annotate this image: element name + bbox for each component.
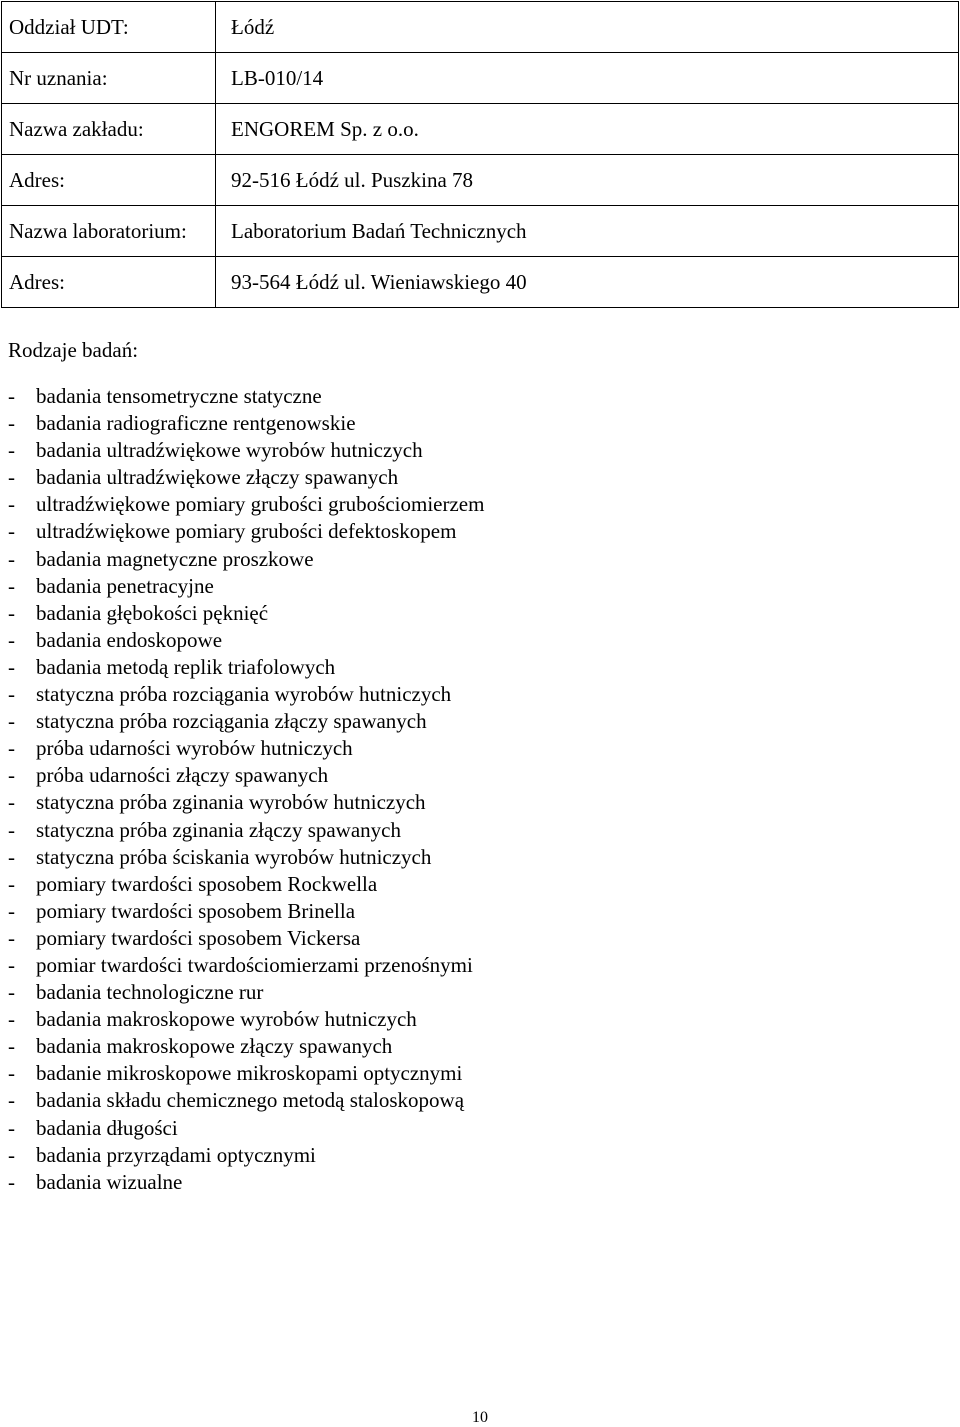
list-item-text: badania endoskopowe bbox=[36, 627, 223, 652]
list-item bbox=[8, 789, 484, 816]
info-label: Nr uznania: bbox=[2, 53, 216, 104]
tests-heading: Rodzaje badań: bbox=[8, 338, 139, 362]
list-item-text: badania przyrządami optycznymi bbox=[36, 1142, 316, 1167]
list-bullet: - bbox=[8, 709, 15, 734]
info-value: ENGOREM Sp. z o.o. bbox=[216, 104, 959, 155]
list-item bbox=[8, 410, 484, 437]
list-item-text: pomiary twardości sposobem Rockwella bbox=[36, 871, 378, 896]
list-bullet: - bbox=[8, 1088, 15, 1113]
list-item bbox=[8, 1115, 484, 1142]
list-item bbox=[8, 1169, 484, 1196]
list-item-text: badania radiograficzne rentgenowskie bbox=[36, 411, 356, 436]
list-bullet: - bbox=[8, 790, 15, 815]
info-label: Adres: bbox=[2, 257, 216, 308]
info-row bbox=[2, 2, 959, 53]
list-item bbox=[8, 1006, 484, 1033]
list-bullet: - bbox=[8, 1007, 15, 1032]
list-item-text: badania tensometryczne statyczne bbox=[36, 384, 322, 408]
list-item-text: próba udarności wyrobów hutniczych bbox=[36, 736, 353, 761]
list-item-text: badania technologiczne rur bbox=[36, 980, 264, 1005]
info-label: Oddział UDT: bbox=[2, 2, 216, 53]
list-bullet: - bbox=[8, 1061, 15, 1086]
list-item-text: statyczna próba zginania wyrobów hutniczych bbox=[36, 790, 426, 815]
list-item-text: badania składu chemicznego metodą staloskopową bbox=[36, 1088, 465, 1113]
list-item bbox=[8, 952, 484, 979]
list-bullet: - bbox=[8, 573, 15, 598]
list-item-text: badania wizualne bbox=[36, 1169, 183, 1194]
list-item bbox=[8, 627, 484, 654]
list-item bbox=[8, 1060, 484, 1087]
info-value: Laboratorium Badań Technicznych bbox=[216, 206, 959, 257]
lab-info-table bbox=[1, 1, 959, 308]
list-item bbox=[8, 546, 484, 573]
list-bullet: - bbox=[8, 1115, 15, 1140]
list-item bbox=[8, 871, 484, 898]
list-item bbox=[8, 600, 484, 627]
list-item-text: badanie mikroskopowe mikroskopami optycznymi bbox=[36, 1061, 463, 1086]
list-item-text: badania ultradźwiękowe wyrobów hutniczych bbox=[36, 438, 423, 463]
list-bullet: - bbox=[8, 492, 15, 517]
list-item bbox=[8, 708, 484, 735]
info-value: 93-564 Łódź ul. Wieniawskiego 40 bbox=[216, 257, 959, 308]
list-item-text: statyczna próba zginania złączy spawanych bbox=[36, 817, 401, 842]
list-bullet: - bbox=[8, 763, 15, 788]
info-label: Nazwa laboratorium: bbox=[2, 206, 216, 257]
info-label: Nazwa zakładu: bbox=[2, 104, 216, 155]
list-bullet: - bbox=[8, 627, 15, 652]
list-item-text: pomiary twardości sposobem Brinella bbox=[36, 898, 356, 923]
list-item bbox=[8, 383, 484, 410]
list-bullet: - bbox=[8, 546, 15, 571]
list-bullet: - bbox=[8, 980, 15, 1005]
list-item bbox=[8, 654, 484, 681]
list-bullet: - bbox=[8, 438, 15, 463]
list-item bbox=[8, 518, 484, 545]
info-value: Łódź bbox=[216, 2, 959, 53]
list-item bbox=[8, 817, 484, 844]
list-bullet: - bbox=[8, 465, 15, 490]
list-item bbox=[8, 1142, 484, 1169]
list-item-text: ultradźwiękowe pomiary grubości grubościomierzem bbox=[36, 492, 485, 517]
list-bullet: - bbox=[8, 519, 15, 544]
list-bullet: - bbox=[8, 411, 15, 436]
list-bullet: - bbox=[8, 817, 15, 842]
info-value: 92-516 Łódź ul. Puszkina 78 bbox=[216, 155, 959, 206]
info-row bbox=[2, 53, 959, 104]
list-item-text: badania magnetyczne proszkowe bbox=[36, 546, 314, 571]
list-item bbox=[8, 898, 484, 925]
list-item bbox=[8, 1087, 484, 1114]
list-item bbox=[8, 464, 484, 491]
list-bullet: - bbox=[8, 871, 15, 896]
list-item bbox=[8, 979, 484, 1006]
info-row bbox=[2, 206, 959, 257]
info-label: Adres: bbox=[2, 155, 216, 206]
list-item-text: statyczna próba ściskania wyrobów hutniczych bbox=[36, 844, 432, 869]
list-bullet: - bbox=[8, 736, 15, 761]
info-row bbox=[2, 104, 959, 155]
list-item bbox=[8, 735, 484, 762]
info-row bbox=[2, 155, 959, 206]
tests-list bbox=[8, 383, 484, 1196]
list-item-text: badania głębokości pęknięć bbox=[36, 600, 269, 625]
list-item-text: statyczna próba rozciągania wyrobów hutniczych bbox=[36, 682, 452, 707]
list-item-text: badania ultradźwiękowe złączy spawanych bbox=[36, 465, 399, 490]
list-bullet: - bbox=[8, 898, 15, 923]
list-item-text: statyczna próba rozciągania złączy spawanych bbox=[36, 709, 427, 734]
page-number: 10 bbox=[472, 1409, 488, 1426]
list-bullet: - bbox=[8, 1034, 15, 1059]
list-item-text: badania metodą replik triafolowych bbox=[36, 654, 336, 679]
list-bullet: - bbox=[8, 925, 15, 950]
list-bullet: - bbox=[8, 1142, 15, 1167]
list-item-text: pomiar twardości twardościomierzami przenośnymi bbox=[36, 952, 473, 977]
list-item bbox=[8, 844, 484, 871]
list-bullet: - bbox=[8, 682, 15, 707]
list-item bbox=[8, 1033, 484, 1060]
list-bullet: - bbox=[8, 384, 15, 408]
list-item bbox=[8, 573, 484, 600]
list-bullet: - bbox=[8, 1169, 15, 1194]
list-item-text: badania makroskopowe złączy spawanych bbox=[36, 1034, 393, 1059]
list-item bbox=[8, 762, 484, 789]
list-item bbox=[8, 681, 484, 708]
list-item-text: próba udarności złączy spawanych bbox=[36, 763, 329, 788]
list-item-text: badania długości bbox=[36, 1115, 178, 1140]
info-value: LB-010/14 bbox=[216, 53, 959, 104]
list-bullet: - bbox=[8, 952, 15, 977]
list-item-text: ultradźwiękowe pomiary grubości defektoskopem bbox=[36, 519, 457, 544]
list-bullet: - bbox=[8, 654, 15, 679]
list-bullet: - bbox=[8, 600, 15, 625]
list-bullet: - bbox=[8, 844, 15, 869]
list-item bbox=[8, 437, 484, 464]
list-item-text: badania makroskopowe wyrobów hutniczych bbox=[36, 1007, 417, 1032]
list-item bbox=[8, 925, 484, 952]
list-item-text: pomiary twardości sposobem Vickersa bbox=[36, 925, 361, 950]
list-item-text: badania penetracyjne bbox=[36, 573, 214, 598]
info-row bbox=[2, 257, 959, 308]
list-item bbox=[8, 491, 484, 518]
